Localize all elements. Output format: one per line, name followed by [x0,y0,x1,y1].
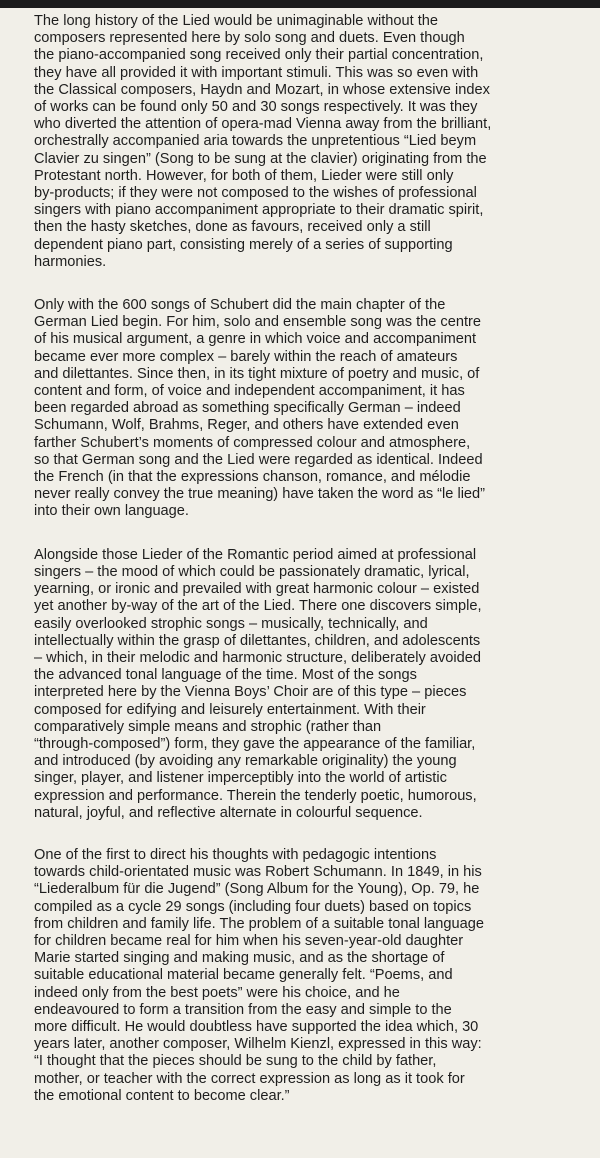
text-line: orchestrally accompanied aria towards the unpretentious “Lied beym [34,133,477,150]
text-line: “I thought that the pieces should be sung to the child by father, [34,1053,437,1070]
text-line: interpreted here by the Vienna Boys’ Choir are of this type – pieces [34,684,467,701]
text-line: Clavier zu singen” (Song to be sung at the clavier) originating from the [34,150,487,167]
text-line: been regarded abroad as something specifically German – indeed [34,400,461,417]
text-line: content and form, of voice and independent accompaniment, it has [34,383,465,400]
text-line: comparatively simple means and strophic (rather than [34,718,382,735]
text-line: harmonies. [34,253,107,270]
text-line: Schumann, Wolf, Brahms, Reger, and others have extended even [34,417,459,434]
text-line: the emotional content to become clear.” [34,1087,290,1104]
text-line: the French (in that the expressions chanson, romance, and mélodie [34,469,471,486]
text-line: of his musical argument, a genre in which voice and accompaniment [34,331,477,348]
text-line: and introduced (by avoiding any remarkable originality) the young [34,753,457,770]
text-line: indeed only from the best poets” were his choice, and he [34,984,400,1001]
text-line: dependent piano part, consisting merely of a series of supporting [34,236,453,253]
text-line: who diverted the attention of opera-mad Vienna away from the brilliant, [34,116,492,133]
paragraph-schubert [34,297,562,521]
text-line: farther Schubert’s moments of compressed colour and atmosphere, [34,434,471,451]
text-line: for children became real for him when his seven-year-old daughter [34,932,464,949]
paragraph-lied-history [34,13,562,271]
text-line: towards child-orientated music was Robert Schumann. In 1849, in his [34,864,482,881]
text-line: “through-composed”) form, they gave the appearance of the familiar, [34,735,476,752]
text-line: yearning, or ironic and prevailed with great harmonic colour – existed [34,581,480,598]
text-line: into their own language. [34,503,189,520]
text-line: and dilettantes. Since then, in its tight mixture of poetry and music, of [34,365,480,382]
text-line: the advanced tonal language of the time. Most of the songs [34,667,417,684]
text-line: singers with piano accompaniment appropriate to their dramatic spirit, [34,202,484,219]
text-line: German Lied begin. For him, solo and ensemble song was the centre [34,314,481,331]
text-line: more difficult. He would doubtless have supported the idea which, 30 [34,1018,479,1035]
text-line: composers represented here by solo song and duets. Even though [34,30,465,47]
text-line: easily overlooked strophic songs – musically, technically, and [34,615,428,632]
text-line: “Liederalbum für die Jugend” (Song Album for the Young), Op. 79, he [34,881,480,898]
text-line: One of the first to direct his thoughts with pedagogic intentions [34,846,437,863]
text-line: of works can be found only 50 and 30 songs respectively. It was they [34,99,478,116]
text-line: years later, another composer, Wilhelm Kienzl, expressed in this way: [34,1036,482,1053]
text-line: Marie started singing and making music, and as the shortage of [34,950,445,967]
text-line: so that German song and the Lied were regarded as identical. Indeed [34,451,483,468]
text-line: never really convey the true meaning) have taken the word as “le lied” [34,486,486,503]
text-line: then the hasty sketches, done as favours, received only a still [34,219,431,236]
text-line: singers – the mood of which could be passionately dramatic, lyrical, [34,563,470,580]
text-line: by-products; if they were not composed to the wishes of professional [34,185,477,202]
text-line: – which, in their melodic and harmonic structure, deliberately avoided [34,649,481,666]
text-line: from children and family life. The problem of a suitable tonal language [34,915,484,932]
top-border-bar [0,0,600,8]
article-body [34,13,562,1130]
text-line: the Classical composers, Haydn and Mozart, in whose extensive index [34,81,490,98]
paragraph-romantic-period [34,547,562,822]
text-line: natural, joyful, and reflective alternate in colourful sequence. [34,804,423,821]
text-line: The long history of the Lied would be unimaginable without the [34,13,439,29]
text-line: Only with the 600 songs of Schubert did the main chapter of the [34,297,446,314]
text-line: endeavoured to form a transition from the easy and simple to the [34,1001,452,1018]
text-line: expression and performance. Therein the tenderly poetic, humorous, [34,787,477,804]
text-line: Protestant north. However, for both of them, Lieder were still only [34,167,454,184]
text-line: intellectually within the grasp of dilettantes, children, and adolescents [34,632,481,649]
text-line: mother, or teacher with the correct expression as long as it took for [34,1070,465,1087]
paragraph-schumann [34,847,562,1105]
text-line: they have all provided it with important stimuli. This was so even with [34,64,479,81]
text-line: suitable educational material became generally felt. “Poems, and [34,967,453,984]
text-line: compiled as a cycle 29 songs (including four duets) based on topics [34,898,472,915]
text-line: became ever more complex – barely within the reach of amateurs [34,348,458,365]
text-line: Alongside those Lieder of the Romantic period aimed at professional [34,546,477,563]
text-line: the piano-accompanied song received only their partial concentration, [34,47,484,64]
text-line: singer, player, and listener imperceptibly into the world of artistic [34,770,447,787]
text-line: yet another by-way of the art of the Lied. There one discovers simple, [34,598,482,615]
text-line: composed for edifying and leisurely entertainment. With their [34,701,426,718]
